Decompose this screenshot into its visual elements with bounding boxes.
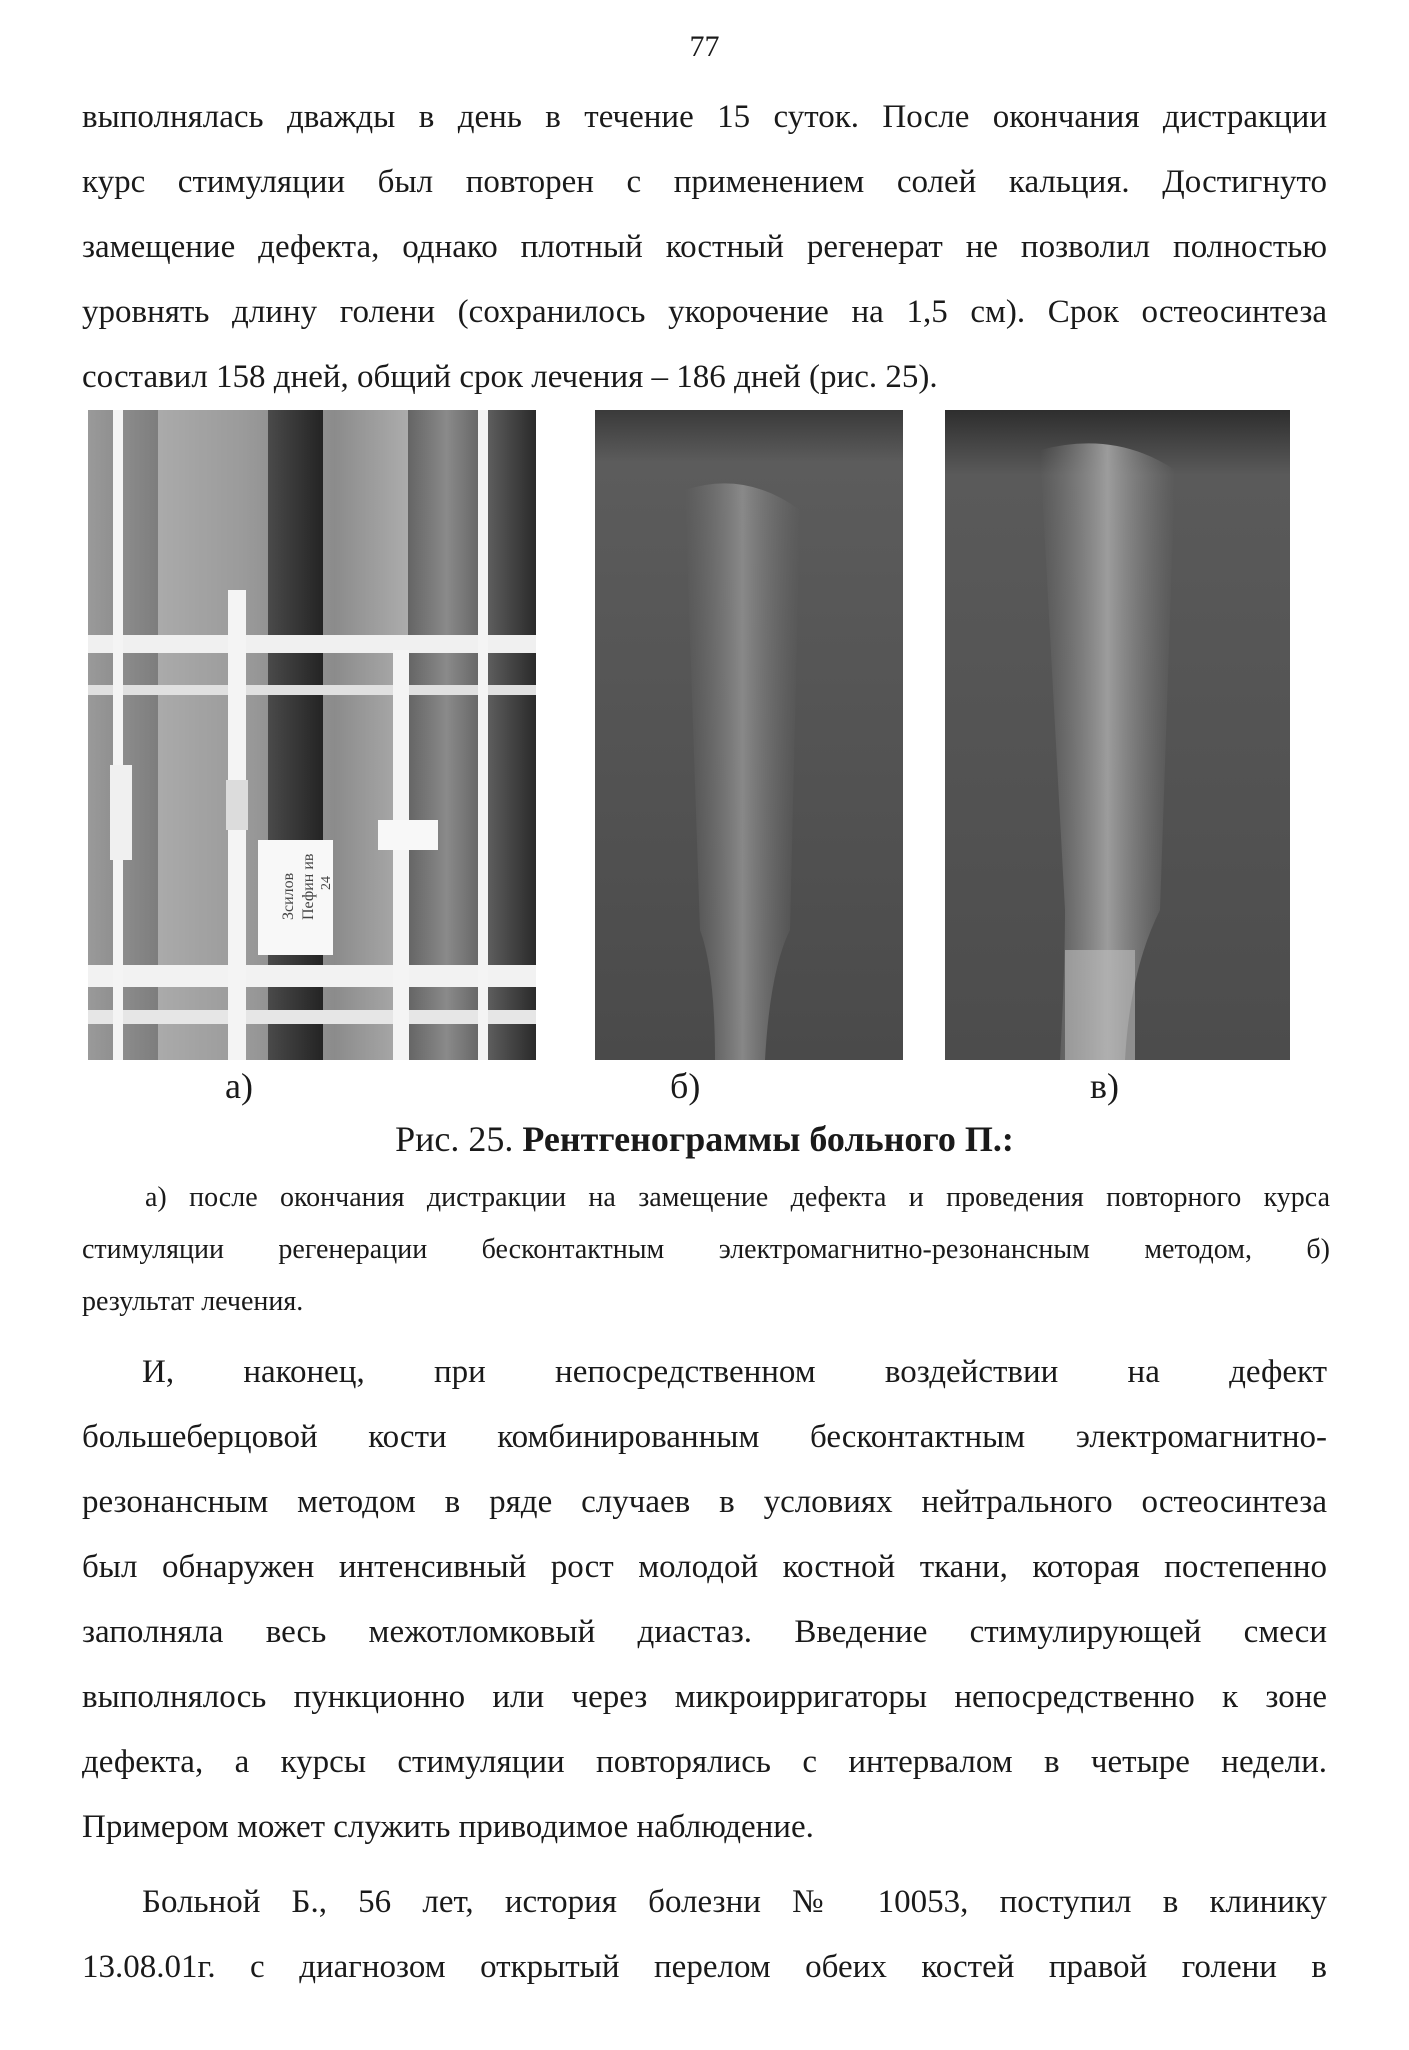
caption-line: а) после окончания дистракции на замещение дефекта и проведения повторного курса (145, 1182, 1330, 1213)
paragraph-3 (82, 1870, 1327, 2000)
xray-image-c (945, 410, 1290, 1060)
xray-image-b (595, 410, 903, 1060)
xray-note-line-1: Зсилов (280, 872, 297, 920)
xray-image-a (88, 410, 536, 1060)
text-line: большеберцовой кости комбинированным бесконтактным электромагнитно- (82, 1419, 1327, 1455)
page-number: 77 (689, 30, 720, 63)
caption-line: стимуляции регенерации бесконтактным электромагнитно-резонансным методом, б) (82, 1234, 1330, 1265)
figure-caption-text-cont (82, 1224, 1330, 1328)
text-line: курс стимуляции был повторен с применением солей кальция. Достигнуто (82, 164, 1327, 200)
xray-note-line-2: Пефин ив (300, 853, 317, 920)
figure-caption-text (145, 1172, 1330, 1224)
text-line: дефекта, а курсы стимуляции повторялись с интервалом в четыре недели. (82, 1744, 1327, 1780)
text-line: уровнять длину голени (сохранилось укорочение на 1,5 см). Срок остеосинтеза (82, 294, 1327, 330)
figure-label-c: в) (1090, 1066, 1119, 1106)
figure-title: Рентгенограммы больного П.: (522, 1119, 1014, 1159)
text-line: резонансным методом в ряде случаев в условиях нейтрального остеосинтеза (82, 1484, 1327, 1520)
text-line: выполнялось пункционно или через микроирригаторы непосредственно к зоне (82, 1679, 1327, 1715)
figure-label-b: б) (670, 1066, 701, 1106)
figure-number: Рис. 25. (395, 1119, 514, 1159)
figure-label-a: а) (225, 1066, 253, 1106)
caption-line: результат лечения. (82, 1286, 304, 1317)
text-line: был обнаружен интенсивный рост молодой костной ткани, которая постепенно (82, 1549, 1327, 1585)
text-line: И, наконец, при непосредственном воздействии на дефект (142, 1354, 1327, 1390)
text-line: Больной Б., 56 лет, история болезни № 10053, поступил в клинику (142, 1884, 1327, 1920)
xray-note-line-3: 24 (319, 876, 334, 890)
text-line: Примером может служить приводимое наблюдение. (82, 1809, 814, 1845)
text-line: заполняла весь межотломковый диастаз. Введение стимулирующей смеси (82, 1614, 1327, 1650)
figure-caption-title (0, 1118, 1409, 1160)
figure-25 (0, 410, 1409, 1070)
text-line: составил 158 дней, общий срок лечения – 186 дней (рис. 25). (82, 359, 938, 395)
text-line: 13.08.01г. с диагнозом открытый перелом обеих костей правой голени в (82, 1949, 1327, 1985)
paragraph-1 (82, 85, 1327, 410)
text-line: выполнялась дважды в день в течение 15 суток. После окончания дистракции (82, 99, 1327, 135)
paragraph-2 (82, 1340, 1327, 1860)
text-line: замещение дефекта, однако плотный костный регенерат не позволил полностью (82, 229, 1327, 265)
